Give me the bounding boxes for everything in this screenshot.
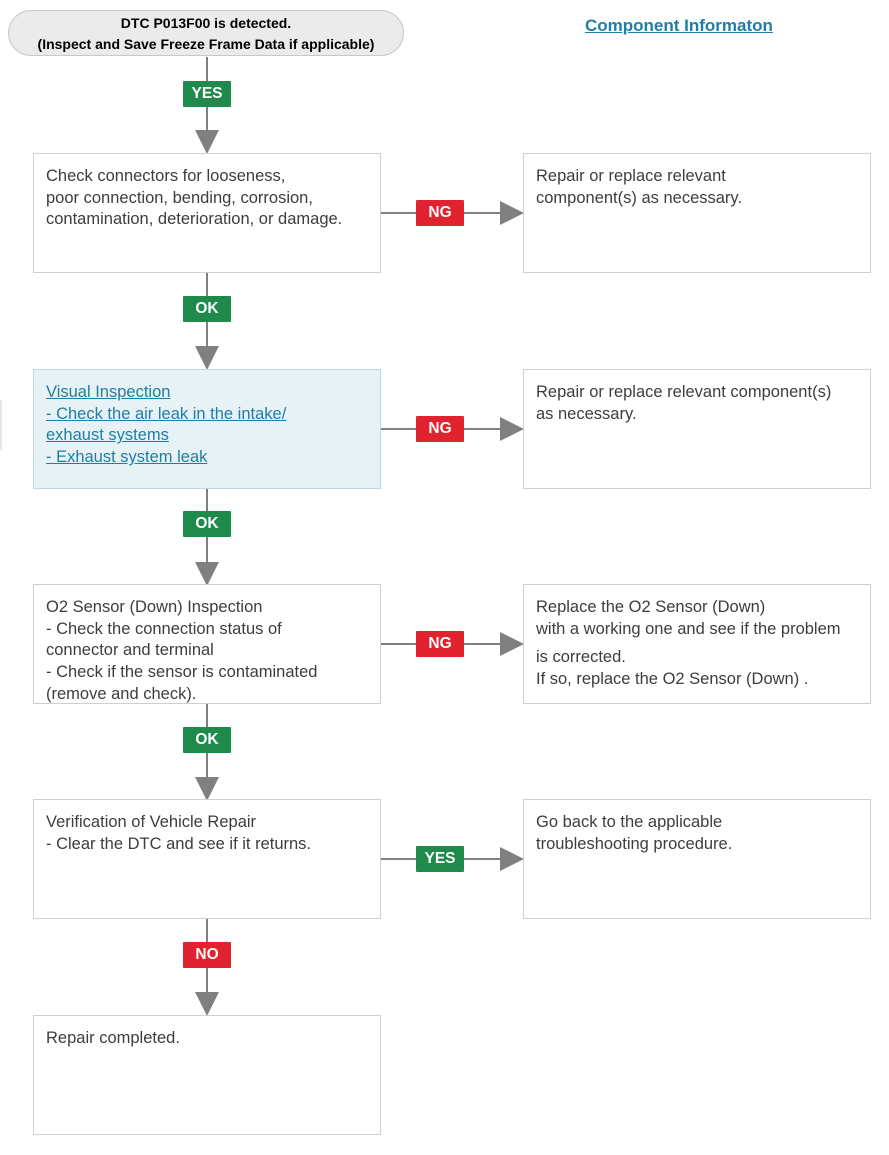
- result-text: with a working one and see if the problem: [536, 619, 841, 638]
- visual-inspection-link[interactable]: Visual Inspection: [46, 383, 171, 401]
- exhaust-systems-link[interactable]: exhaust systems: [46, 426, 169, 445]
- result-text: Repair or replace relevant: [536, 167, 726, 185]
- arrow-right-icon: [500, 417, 524, 441]
- result-text: If so, replace the O2 Sensor (Down) .: [536, 670, 809, 689]
- air-leak-link[interactable]: - Check the air leak in the intake/: [46, 404, 287, 423]
- step-text: - Check if the sensor is contaminated: [46, 663, 318, 682]
- arrow-right-icon: [500, 201, 524, 225]
- ng-badge: NG: [416, 416, 464, 442]
- arrow-right-icon: [500, 632, 524, 656]
- step-o2-sensor-inspection: [33, 584, 381, 704]
- arrow-down-icon: [195, 562, 219, 586]
- arrow-down-icon: [195, 130, 219, 154]
- result-replace-o2-sensor: [523, 584, 871, 704]
- step-check-connectors: [33, 153, 381, 273]
- ng-badge: NG: [416, 200, 464, 226]
- result-text: as necessary.: [536, 404, 637, 423]
- result-go-back: [523, 799, 871, 919]
- ok-badge: OK: [183, 727, 231, 753]
- component-information-link[interactable]: Component Informaton: [585, 16, 773, 35]
- step-text: - Clear the DTC and see if it returns.: [46, 834, 312, 853]
- arrow-down-icon: [195, 992, 219, 1016]
- result-text: component(s) as necessary.: [536, 188, 743, 207]
- result-text: Repair or replace relevant component(s): [536, 383, 832, 401]
- left-edge-marker: [0, 400, 2, 450]
- step-visual-inspection: [33, 369, 381, 489]
- step-text: Repair completed.: [46, 1029, 180, 1047]
- start-subtitle: (Inspect and Save Freeze Frame Data if applicable): [37, 36, 375, 52]
- step-text: poor connection, bending, corrosion,: [46, 188, 313, 207]
- exhaust-leak-link[interactable]: - Exhaust system leak: [46, 448, 208, 467]
- arrow-down-icon: [195, 346, 219, 370]
- step-text: O2 Sensor (Down) Inspection: [46, 598, 263, 616]
- ng-badge: NG: [416, 631, 464, 657]
- step-text: Verification of Vehicle Repair: [46, 813, 257, 831]
- result-repair-component: [523, 369, 871, 489]
- step-verification: [33, 799, 381, 919]
- ok-badge: OK: [183, 296, 231, 322]
- result-text: Go back to the applicable: [536, 813, 723, 831]
- yes-badge: YES: [183, 81, 231, 107]
- step-text: Check connectors for looseness,: [46, 167, 286, 185]
- result-text: Replace the O2 Sensor (Down): [536, 598, 766, 616]
- no-badge: NO: [183, 942, 231, 968]
- step-text: - Check the connection status of: [46, 619, 282, 638]
- start-node: [8, 10, 404, 56]
- yes-badge: YES: [416, 846, 464, 872]
- step-text: contamination, deterioration, or damage.: [46, 210, 343, 229]
- step-text: connector and terminal: [46, 641, 214, 660]
- result-text: troubleshooting procedure.: [536, 834, 733, 853]
- arrow-down-icon: [195, 777, 219, 801]
- arrow-right-icon: [500, 847, 524, 871]
- start-title: DTC P013F00 is detected.: [120, 15, 292, 31]
- ok-badge: OK: [183, 511, 231, 537]
- step-text: (remove and check).: [46, 684, 197, 703]
- result-repair-component: [523, 153, 871, 273]
- result-text: is corrected.: [536, 648, 626, 667]
- step-repair-completed: [33, 1015, 381, 1135]
